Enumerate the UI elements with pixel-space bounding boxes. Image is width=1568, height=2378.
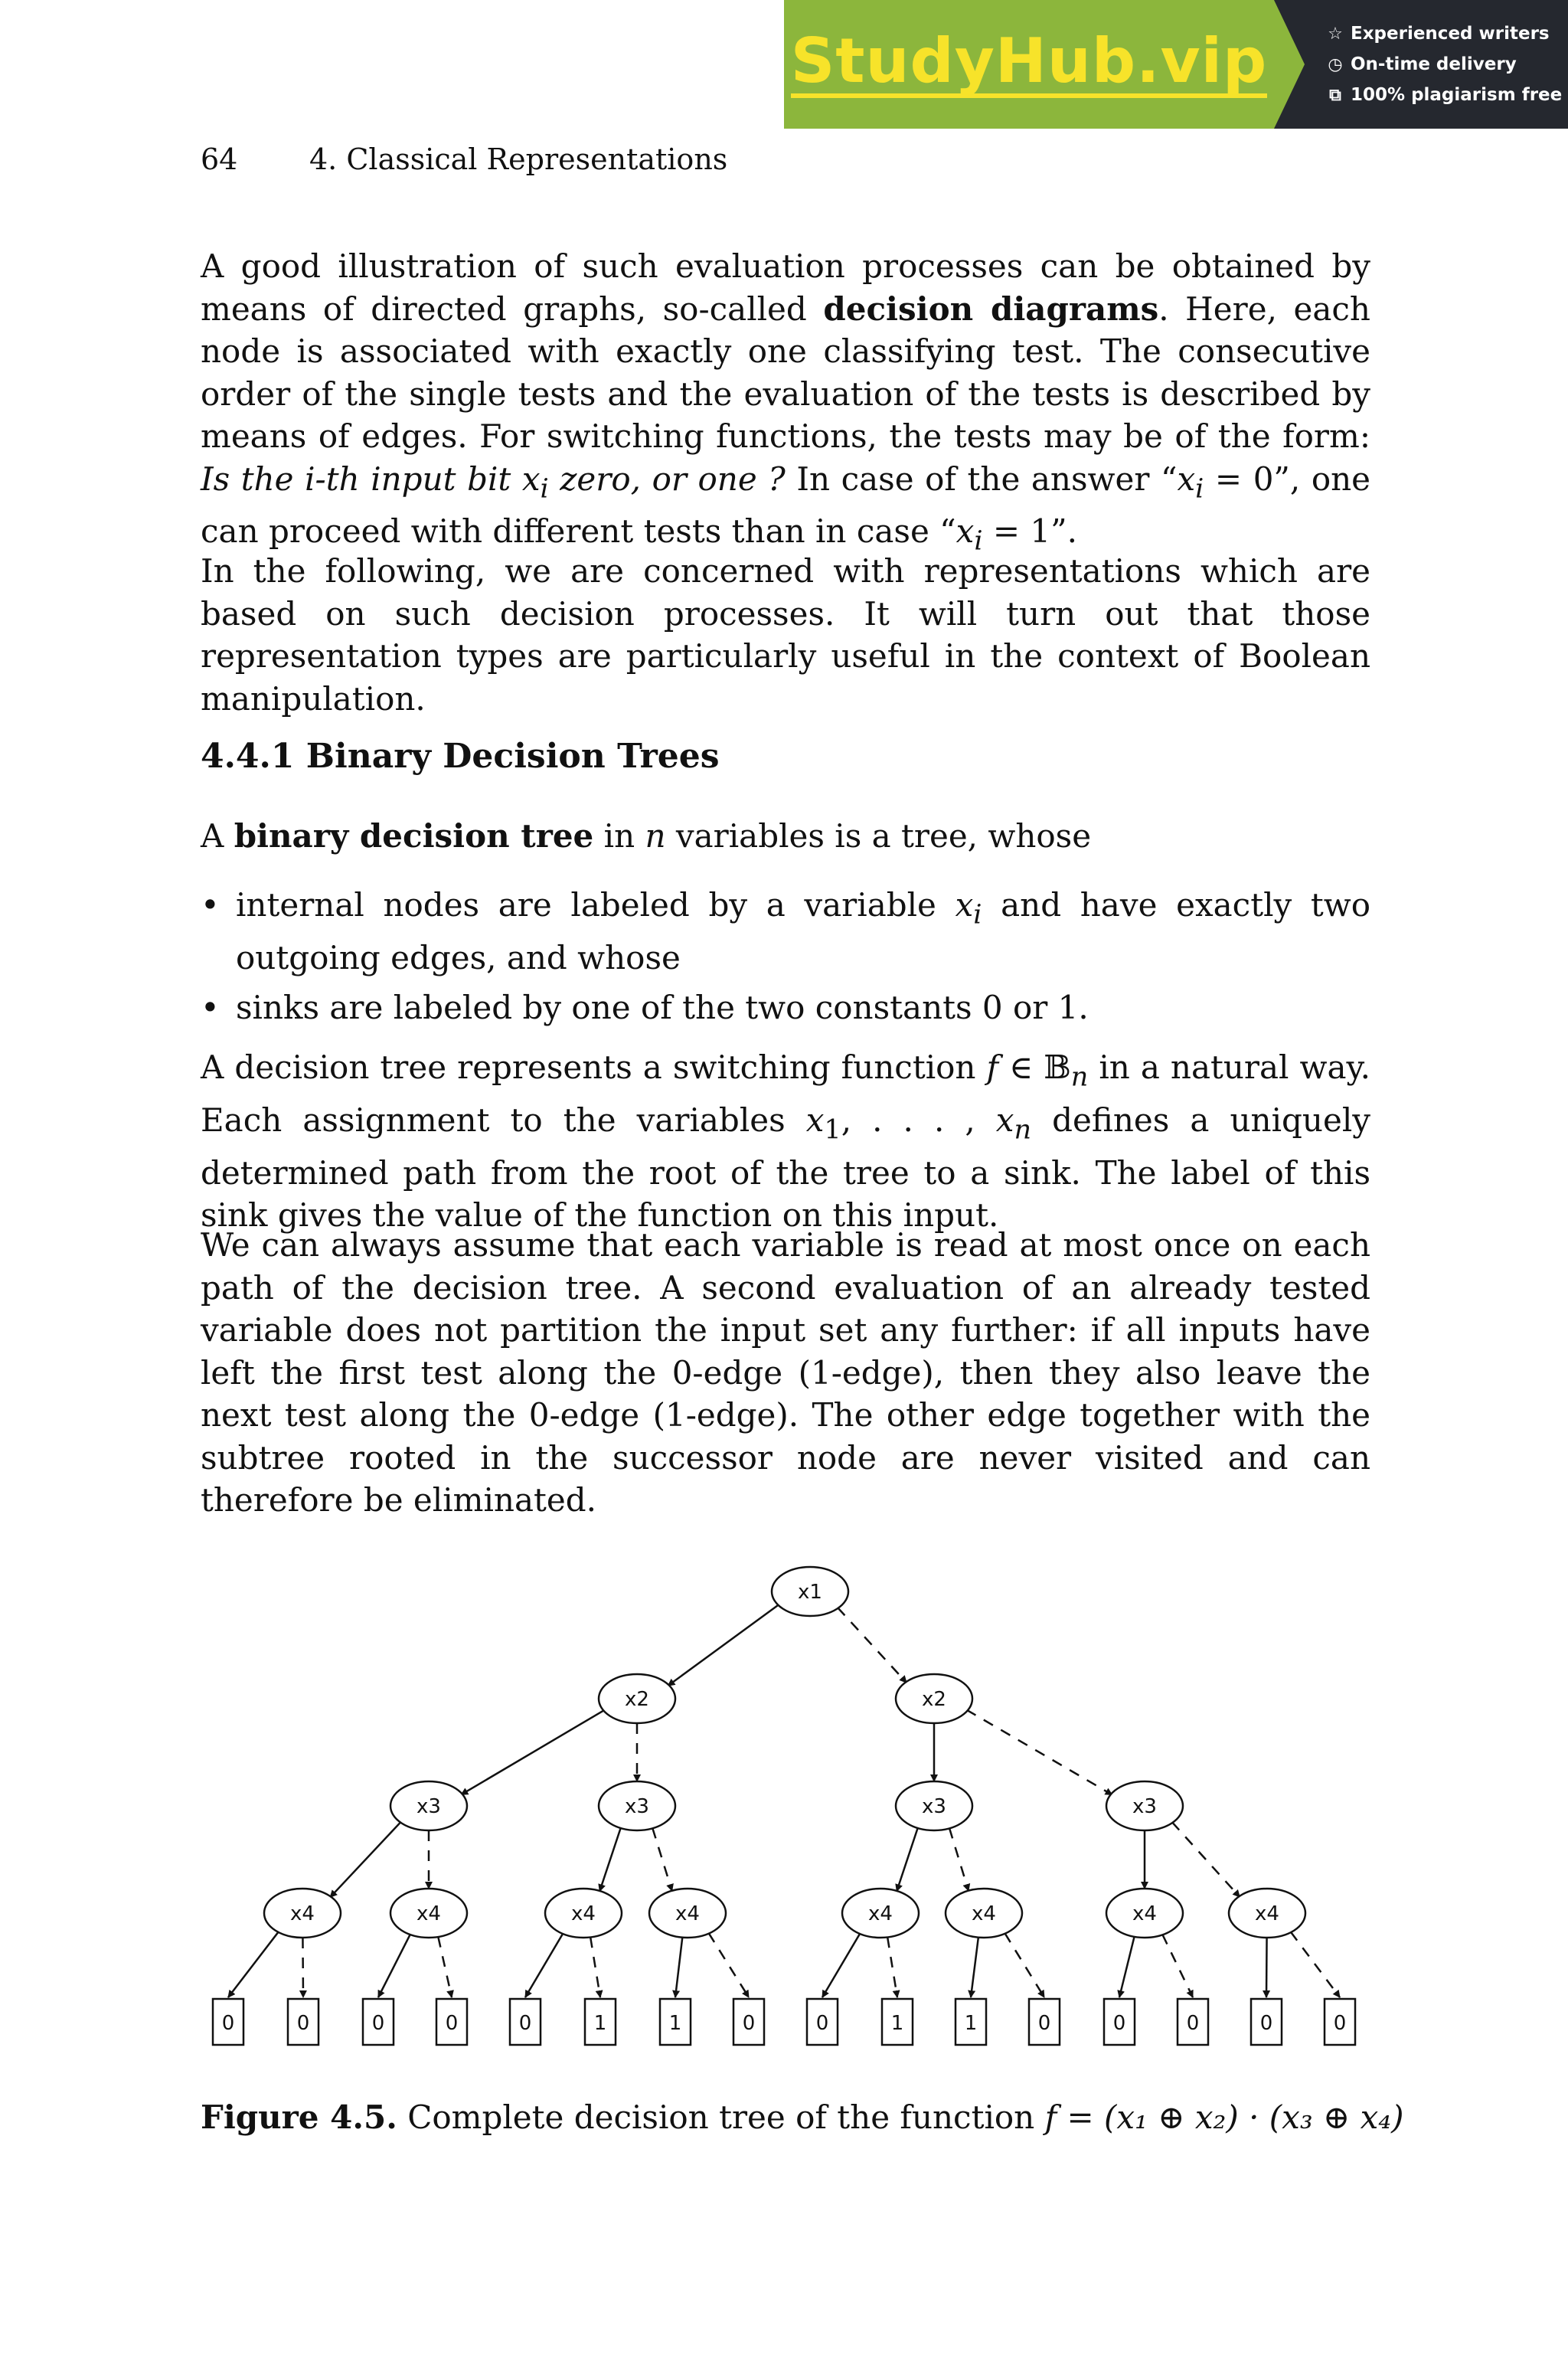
zero-edge — [1119, 1937, 1135, 1997]
section-title: 4.4.1 Binary Decision Trees — [201, 737, 720, 776]
svg-text:0: 0 — [1259, 2012, 1273, 2035]
zero-edge — [822, 1933, 860, 1997]
tree-node — [842, 1889, 919, 1938]
svg-text:0: 0 — [296, 2012, 310, 2035]
sink-node — [436, 1999, 467, 2045]
sink-node — [1251, 1999, 1282, 2045]
sink-node — [1104, 1999, 1135, 2045]
svg-text:1: 1 — [890, 2012, 904, 2035]
zero-edge — [461, 1710, 605, 1795]
svg-text:x4: x4 — [290, 1902, 315, 1925]
clock-icon: ◷ — [1328, 54, 1343, 74]
tree-node — [1106, 1781, 1183, 1830]
figure-caption: Figure 4.5. Complete decision tree of the function f = (x₁ ⊕ x₂) · (x₃ ⊕ x₄) — [201, 2098, 1404, 2136]
zero-edge — [525, 1933, 563, 1997]
one-edge — [1172, 1822, 1240, 1897]
running-header — [201, 142, 727, 176]
one-edge — [590, 1937, 600, 1997]
sink-node — [213, 1999, 243, 2045]
svg-text:0: 0 — [815, 2012, 829, 2035]
chapter-title: 4. Classical Representations — [309, 142, 728, 176]
svg-text:x4: x4 — [972, 1902, 996, 1925]
sink-node — [660, 1999, 691, 2045]
sink-node — [807, 1999, 838, 2045]
one-edge — [709, 1933, 749, 1997]
one-edge — [949, 1828, 969, 1891]
tree-node — [390, 1889, 467, 1938]
paragraph-4: A decision tree represents a switching function f ∈ 𝔹$_n$ in a natural way. Each assignment to the variables $x_1$, . . . , $x_n$ defines a uniquely determined path from the root of the tree to a sink. The label of this sink gives the value of the function on this input. — [201, 1048, 1370, 1235]
banner-arrow — [1274, 0, 1305, 129]
banner-feature: ◷ On-time delivery — [1326, 54, 1568, 74]
svg-text:x3: x3 — [625, 1795, 649, 1818]
one-edge — [438, 1937, 452, 1997]
svg-text:x4: x4 — [868, 1902, 893, 1925]
svg-text:1: 1 — [964, 2012, 978, 2035]
zero-edge — [668, 1604, 779, 1686]
tree-node — [1229, 1889, 1305, 1938]
one-edge — [302, 1938, 303, 1997]
sink-node — [585, 1999, 616, 2045]
svg-text:0: 0 — [742, 2012, 756, 2035]
svg-text:x2: x2 — [922, 1688, 946, 1711]
list-item: • sinks are labeled by one of the two constants 0 or 1. — [201, 989, 1089, 1027]
figure-label: Figure 4.5. — [201, 2098, 397, 2136]
one-edge — [1004, 1933, 1044, 1997]
svg-text:x4: x4 — [571, 1902, 596, 1925]
sink-node — [363, 1999, 394, 2045]
zero-edge — [1266, 1938, 1267, 1997]
zero-edge — [897, 1828, 918, 1892]
svg-text:1: 1 — [593, 2012, 607, 2035]
paragraph-2: In the following, we are concerned with representations which are based on such decision processes. It will turn out that those representation types are particularly useful in the context of Boolean manipulation. — [201, 552, 1370, 718]
one-edge — [887, 1937, 897, 1997]
tree-node — [896, 1781, 972, 1830]
zero-edge — [330, 1822, 401, 1898]
caption-formula: f = (x₁ ⊕ x₂) · (x₃ ⊕ x₄) — [1044, 2098, 1404, 2136]
svg-text:x3: x3 — [1132, 1795, 1157, 1818]
tree-node — [896, 1674, 972, 1723]
tree-node — [649, 1889, 726, 1938]
paragraph-5: We can always assume that each variable is read at most once on each path of the decision tree. A second evaluation of an already tested variable does not partition the input set any further: if all inputs have left the first test along the 0-edge (1-edge), then they also leave the next test along the 0-edge (1-edge). The other edge together with the subtree rooted in the successor node are never visited and can therefore be eliminated. — [201, 1226, 1370, 1519]
banner-logo: StudyHub.vip — [790, 25, 1268, 96]
one-edge — [1162, 1935, 1193, 1997]
star-icon: ☆ — [1328, 24, 1343, 44]
svg-text:0: 0 — [1333, 2012, 1347, 2035]
one-edge — [838, 1608, 906, 1683]
tree-node — [1106, 1889, 1183, 1938]
zero-edge — [378, 1935, 410, 1997]
svg-text:x1: x1 — [798, 1581, 822, 1604]
list-item: • internal nodes are labeled by a variable $x_i$ and have exactly two outgoing edges, and whose — [201, 886, 1371, 976]
tree-node — [946, 1889, 1022, 1938]
svg-text:x4: x4 — [675, 1902, 700, 1925]
svg-text:x3: x3 — [922, 1795, 946, 1818]
svg-text:x3: x3 — [416, 1795, 441, 1818]
tree-node — [599, 1674, 675, 1723]
sink-node — [1029, 1999, 1060, 2045]
zero-edge — [971, 1938, 978, 1997]
one-edge — [1291, 1932, 1340, 1997]
sink-node — [1325, 1999, 1355, 2045]
banner-features — [1274, 0, 1568, 129]
decision-tree-figure — [0, 1532, 1568, 2083]
banner-feature: ⧉ 100% plagiarism free — [1326, 85, 1568, 105]
sink-node — [1178, 1999, 1208, 2045]
tree-node — [264, 1889, 341, 1938]
svg-text:0: 0 — [1037, 2012, 1051, 2035]
sink-node — [510, 1999, 541, 2045]
sink-node — [882, 1999, 913, 2045]
sink-node — [956, 1999, 986, 2045]
tree-node — [390, 1781, 467, 1830]
copy-icon: ⧉ — [1329, 85, 1341, 105]
svg-text:x4: x4 — [1132, 1902, 1157, 1925]
sink-node — [733, 1999, 764, 2045]
tree-node — [599, 1781, 675, 1830]
banner-logo-panel — [784, 0, 1274, 129]
paragraph-1: A good illustration of such evaluation processes can be obtained by means of directed graphs, so-called decision diagrams. Here, each node is associated with exactly one classifying test. The consecutive order of the single tests and the evaluation of the tests is described by means of edges. For switching functions, the tests may be of the form: Is the i-th input bit $x_i$ zero, or one ? In case of the answer “$x_i = 0$”, one can proceed with different tests than in case “$x_i = 1$”. — [201, 247, 1371, 557]
sink-node — [288, 1999, 318, 2045]
svg-text:0: 0 — [1112, 2012, 1126, 2035]
svg-text:0: 0 — [221, 2012, 235, 2035]
one-edge — [966, 1710, 1112, 1795]
paragraph-3: A binary decision tree in n variables is a tree, whose — [201, 817, 1092, 855]
tree-node — [545, 1889, 622, 1938]
one-edge — [652, 1828, 671, 1891]
svg-text:0: 0 — [445, 2012, 459, 2035]
zero-edge — [675, 1938, 682, 1997]
banner-feature: ☆ Experienced writers — [1326, 24, 1568, 44]
svg-text:x4: x4 — [1255, 1902, 1279, 1925]
svg-text:0: 0 — [371, 2012, 385, 2035]
svg-text:x2: x2 — [625, 1688, 649, 1711]
bullet-list — [201, 884, 1370, 1037]
svg-text:0: 0 — [518, 2012, 532, 2035]
svg-text:0: 0 — [1186, 2012, 1200, 2035]
page-number: 64 — [201, 142, 238, 176]
zero-edge — [228, 1932, 279, 1997]
tree-node — [772, 1567, 848, 1616]
svg-text:x4: x4 — [416, 1902, 441, 1925]
zero-edge — [599, 1828, 621, 1892]
svg-text:1: 1 — [668, 2012, 682, 2035]
ad-banner[interactable] — [784, 0, 1568, 129]
